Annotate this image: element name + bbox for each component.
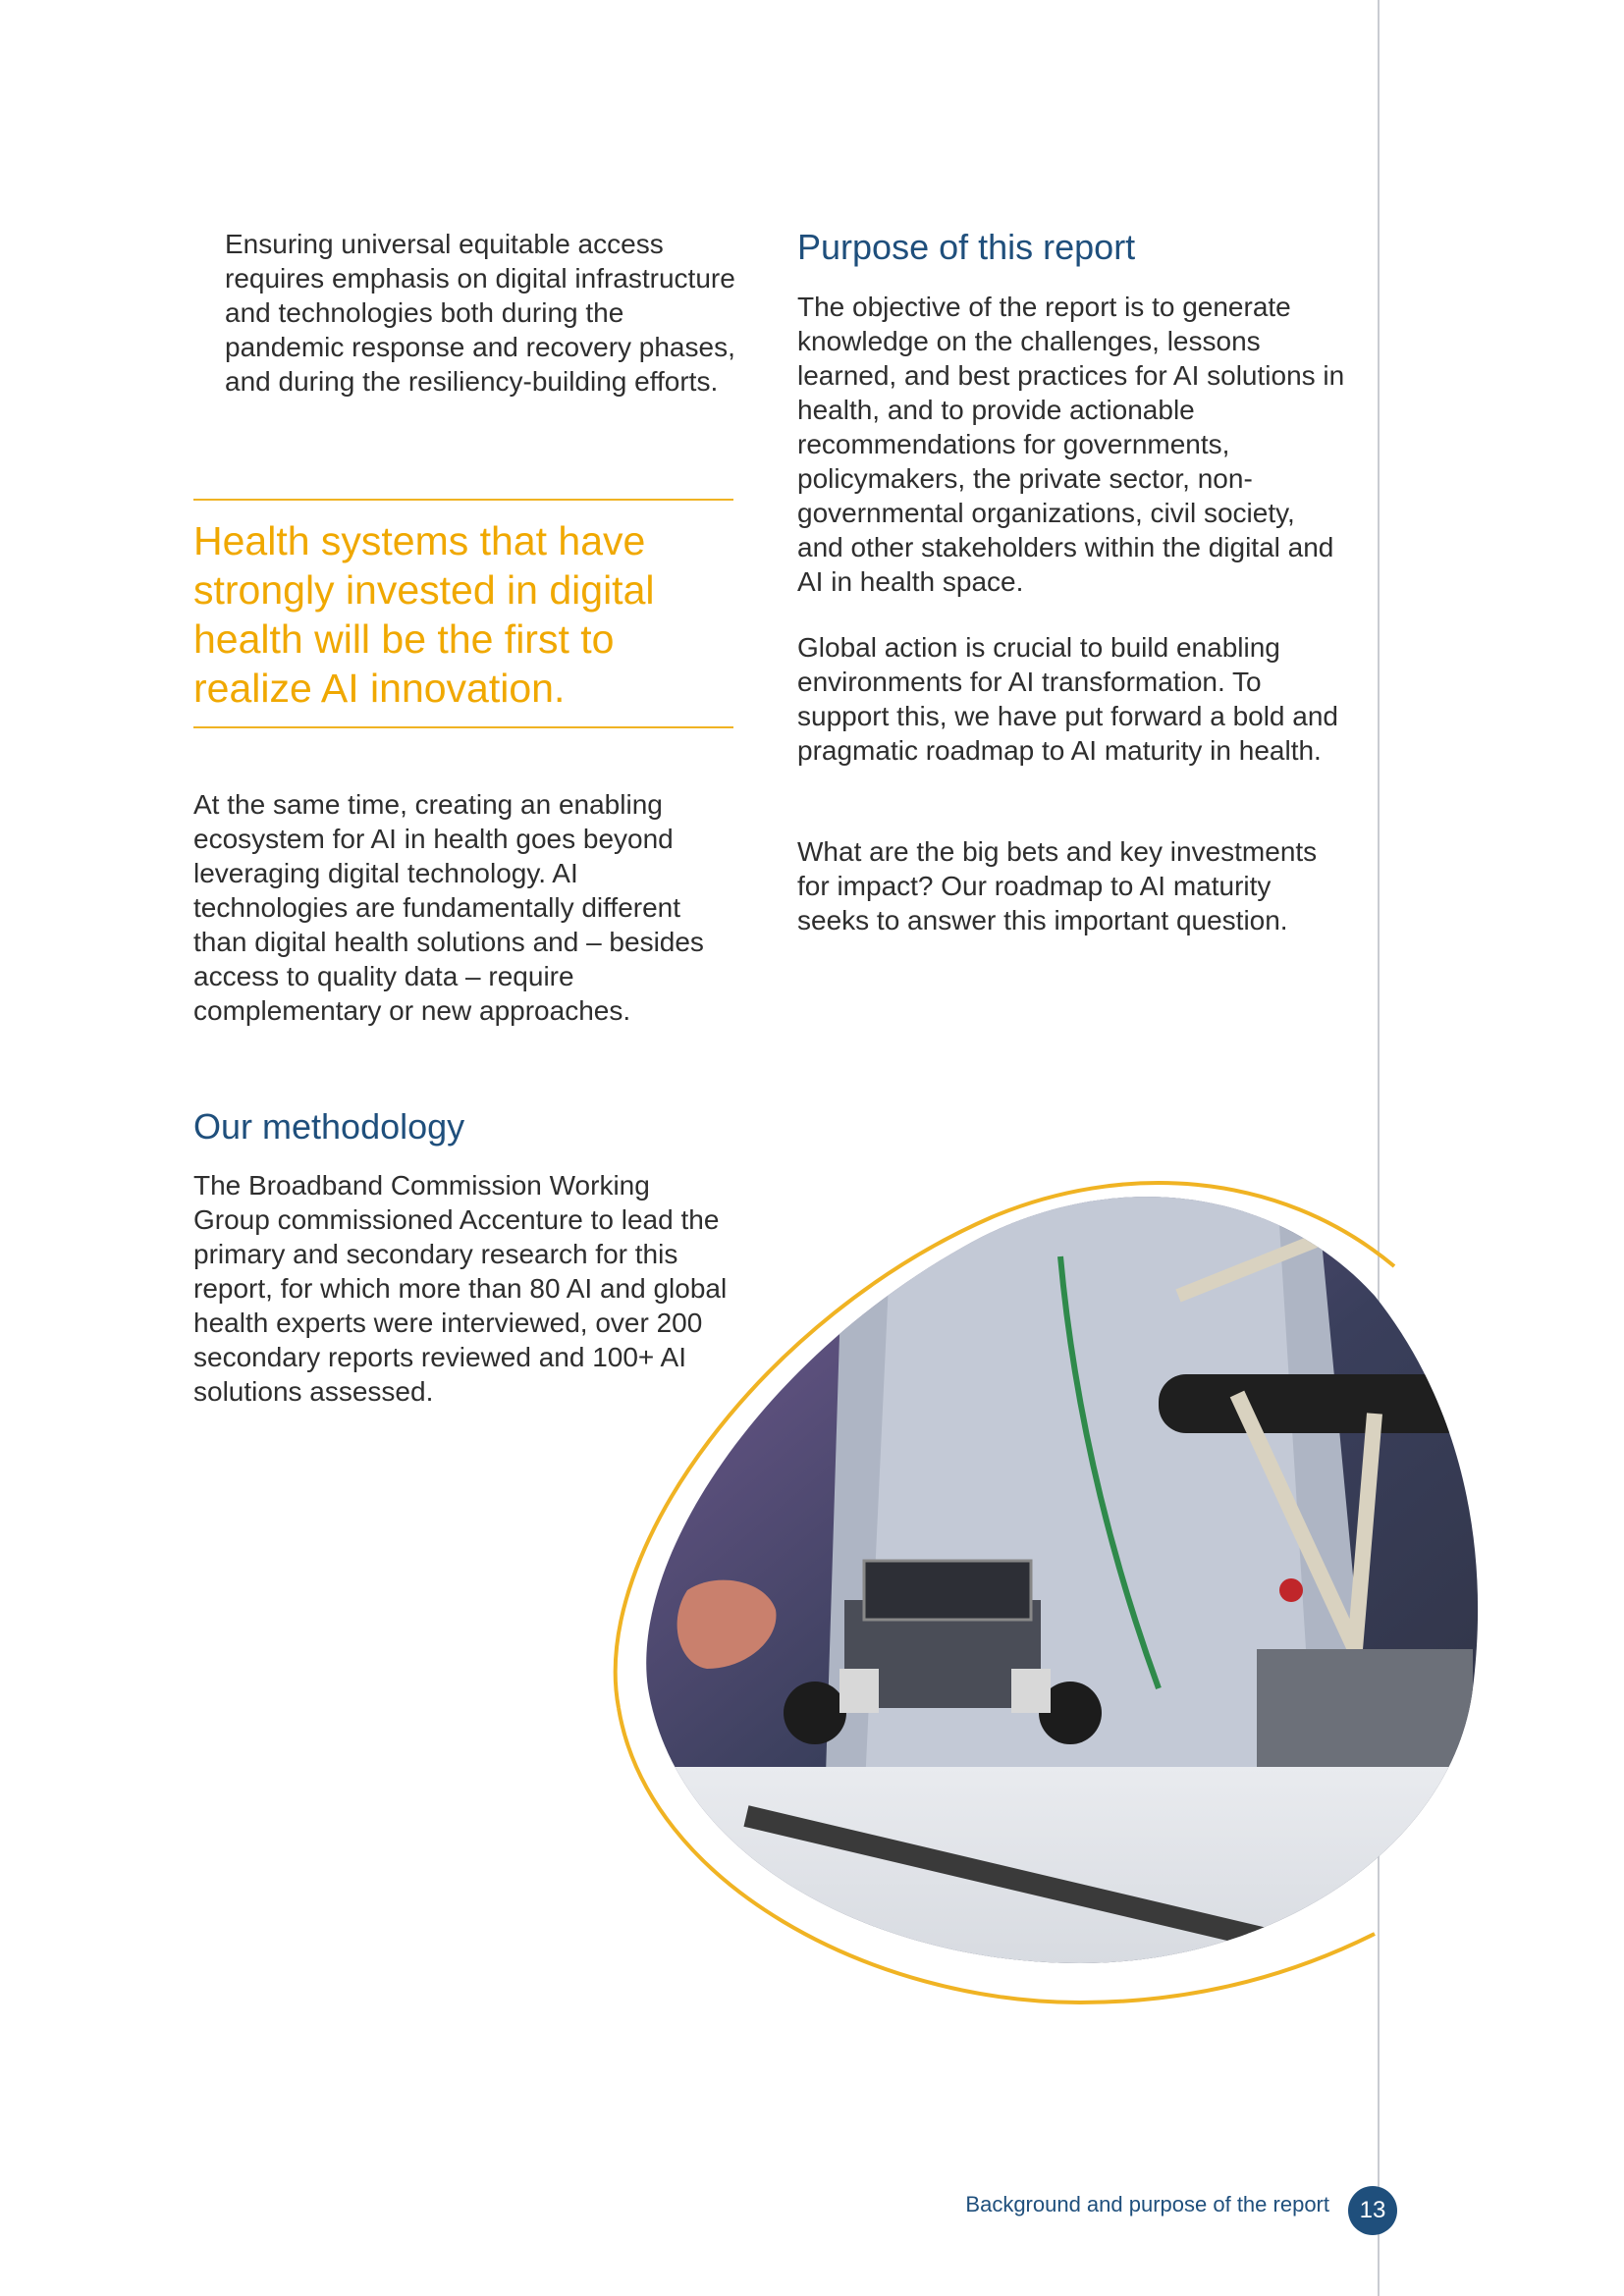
purpose-heading: Purpose of this report [797, 227, 1136, 267]
intro-paragraph: Ensuring universal equitable access requires emphasis on digital infrastructure and technologies both during the pandemic response and recovery phases, and during the resiliency-building efforts. [225, 229, 735, 397]
page-number-badge: 13 [1348, 2186, 1397, 2235]
purpose-paragraph-2: Global action is crucial to build enabling environments for AI transformation. To support this, we have put forward a bold and pragmatic roadmap to AI maturity in health. [797, 632, 1339, 766]
methodology-heading: Our methodology [193, 1106, 465, 1147]
purpose-paragraph-3: What are the big bets and key investments for impact? Our roadmap to AI maturity seeks to answer this important question. [797, 836, 1318, 935]
purpose-paragraph-1: The objective of the report is to generate knowledge on the challenges, lessons learned, and best practices for AI solutions in health, and to provide actionable recommendations for governments, policymakers, the private sector, non-governmental organizations, civil society, and other stakeholders within the digital and AI in health space. [797, 292, 1345, 597]
ecosystem-paragraph: At the same time, creating an enabling ecosystem for AI in health goes beyond leveraging digital technology. AI technologies are fundamentally different than digital health solutions and – besides access to quality data – require complementary or new approaches. [193, 789, 704, 1026]
robotics-photo [569, 1178, 1624, 2061]
quote-top-rule [193, 499, 733, 501]
methodology-paragraph: The Broadband Commission Working Group commissioned Accenture to lead the primary and secondary research for this report, for which more than 80 AI and global health experts were interviewed, over 200 secondary reports reviewed and 100+ AI solutions assessed. [193, 1170, 728, 1407]
pull-quote: Health systems that have strongly invested in digital health will be the first to realize AI innovation. [193, 518, 655, 711]
footer-section-title: Background and purpose of the report [965, 2192, 1329, 2216]
quote-bottom-rule [193, 726, 733, 728]
